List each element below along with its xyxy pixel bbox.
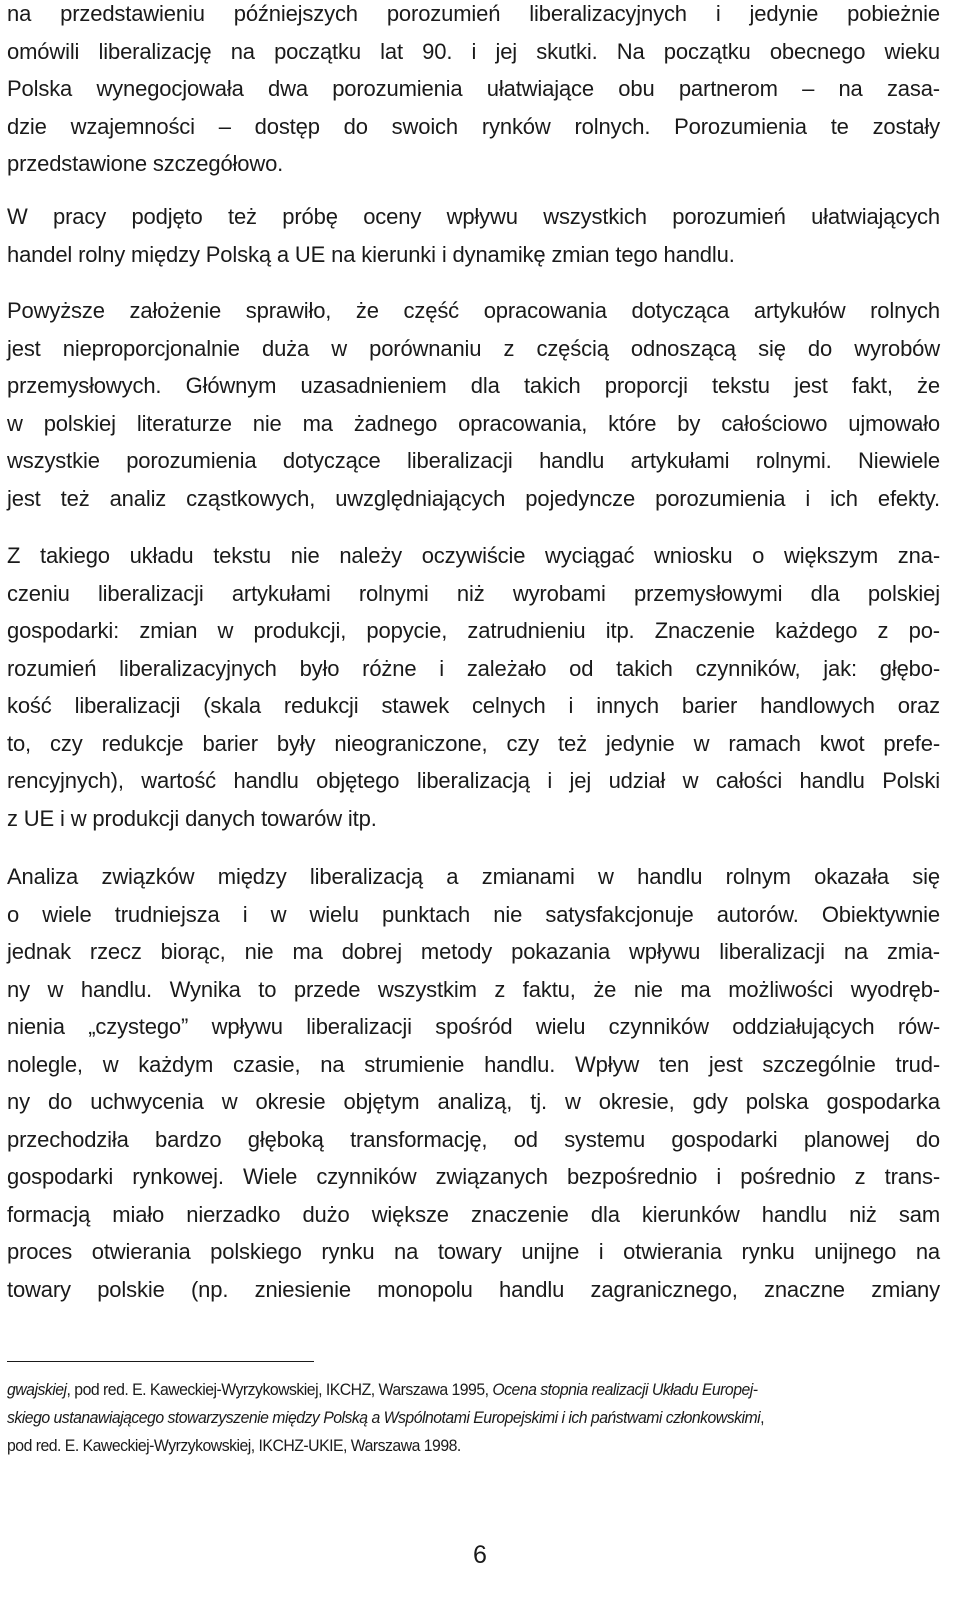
text-line: jest nieproporcjonalnie duża w porównaniu z częścią odnoszącą się do wyrobów: [7, 335, 940, 361]
text-line: Powyższe założenie sprawiło, że część opracowania dotycząca artykułów rolnych: [7, 298, 940, 323]
paragraph-2: [7, 198, 940, 273]
text-line: o wiele trudniejsza i w wielu punktach nie satysfakcjonuje autorów. Obiektywnie: [7, 901, 940, 927]
page-number: 6: [473, 1541, 487, 1569]
text-line: jest też analiz cząstkowych, uwzględniających pojedyncze porozumienia i ich efekty.: [7, 485, 940, 511]
footnote-title-fragment: gwajskiej: [7, 1380, 67, 1399]
footnote-title: skiego ustanawiającego stowarzyszenie między Polską a Wspólnotami Europejskimi i ich państwami członkowskimi: [7, 1408, 761, 1427]
text-line: nolegle, w każdym czasie, na strumienie handlu. Wpływ ten jest szczególnie trud-: [7, 1051, 940, 1077]
text-line: jednak rzecz biorąc, nie ma dobrej metody pokazania wpływu liberalizacji na zmia-: [7, 939, 940, 964]
footnote-line-1: [7, 1376, 940, 1404]
text-line: kość liberalizacji (skala redukcji stawek celnych i innych barier handlowych oraz: [7, 693, 940, 718]
paragraph-5: [7, 858, 940, 1308]
text-line: W pracy podjęto też próbę oceny wpływu wszystkich porozumień ułatwiających: [7, 204, 940, 229]
text-line: Polska wynegocjowała dwa porozumienia ułatwiające obu partnerom – na zasa-: [7, 76, 940, 101]
text-line: ny do uchwycenia w okresie objętym analizą, tj. w okresie, gdy polska gospodarka: [7, 1089, 940, 1114]
text-line: formacją miało nierzadko dużo większe znaczenie dla kierunków handlu niż sam: [7, 1201, 940, 1227]
text-line: handel rolny między Polską a UE na kierunki i dynamikę zmian tego handlu.: [7, 241, 735, 267]
paragraph-4: [7, 537, 940, 837]
footnote-text: , pod red. E. Kaweckiej-Wyrzykowskiej, IKCHZ, Warszawa 1995,: [66, 1380, 493, 1399]
paragraph-3: [7, 292, 940, 517]
footnote-separator: [7, 1361, 314, 1362]
text-line: Analiza związków między liberalizacją a zmianami w handlu rolnym okazała się: [7, 864, 940, 889]
text-line: na przedstawieniu późniejszych porozumień liberalizacyjnych i jedynie pobieżnie: [7, 1, 940, 26]
text-line: z UE i w produkcji danych towarów itp.: [7, 805, 377, 831]
text-line: gospodarki: zmian w produkcji, popycie, zatrudnieniu itp. Znaczenie każdego z po-: [7, 618, 940, 643]
footnote: [7, 1376, 940, 1460]
text-line: wszystkie porozumienia dotyczące liberalizacji handlu artykułami rolnymi. Niewiele: [7, 448, 940, 473]
text-line: przemysłowych. Głównym uzasadnieniem dla takich proporcji tekstu jest fakt, że: [7, 373, 940, 398]
text-line: w polskiej literaturze nie ma żadnego opracowania, które by całościowo ujmowało: [7, 410, 940, 436]
text-line: przedstawione szczegółowo.: [7, 151, 284, 176]
text-line: przechodziła bardzo głęboką transformację, od systemu gospodarki planowej do: [7, 1126, 940, 1152]
text-line: gospodarki rynkowej. Wiele czynników związanych bezpośrednio i pośrednio z trans-: [7, 1164, 940, 1189]
footnote-title: Ocena stopnia realizacji Układu Europej-: [492, 1380, 758, 1399]
text-line: omówili liberalizację na początku lat 90. i jej skutki. Na początku obecnego wieku: [7, 38, 940, 64]
text-line: to, czy redukcje barier były nieograniczone, czy też jedynie w ramach kwot prefe-: [7, 730, 940, 756]
text-line: czeniu liberalizacji artykułami rolnymi niż wyrobami przemysłowymi dla polskiej: [7, 580, 940, 606]
footnote-line-2: [7, 1404, 940, 1432]
text-line: proces otwierania polskiego rynku na towary unijne i otwierania rynku unijnego na: [7, 1239, 940, 1264]
footnote-text: ,: [760, 1408, 765, 1427]
text-line: towary polskie (np. zniesienie monopolu handlu zagranicznego, znaczne zmiany: [7, 1276, 940, 1302]
text-line: ny w handlu. Wynika to przede wszystkim z faktu, że nie ma możliwości wyodręb-: [7, 976, 940, 1002]
text-line: rozumień liberalizacyjnych było różne i zależało od takich czynników, jak: głębo-: [7, 655, 940, 681]
text-line: Z takiego układu tekstu nie należy oczywiście wyciągać wniosku o większym zna-: [7, 543, 940, 568]
paragraph-1: [7, 0, 940, 183]
footnote-line-3: pod red. E. Kaweckiej-Wyrzykowskiej, IKCHZ-UKIE, Warszawa 1998.: [7, 1436, 461, 1455]
text-line: rencyjnych), wartość handlu objętego liberalizacją i jej udział w całości handlu Polski: [7, 768, 940, 793]
text-line: dzie wzajemności – dostęp do swoich rynków rolnych. Porozumienia te zostały: [7, 113, 940, 139]
text-line: nienia „czystego” wpływu liberalizacji spośród wielu czynników oddziałujących rów-: [7, 1014, 940, 1039]
